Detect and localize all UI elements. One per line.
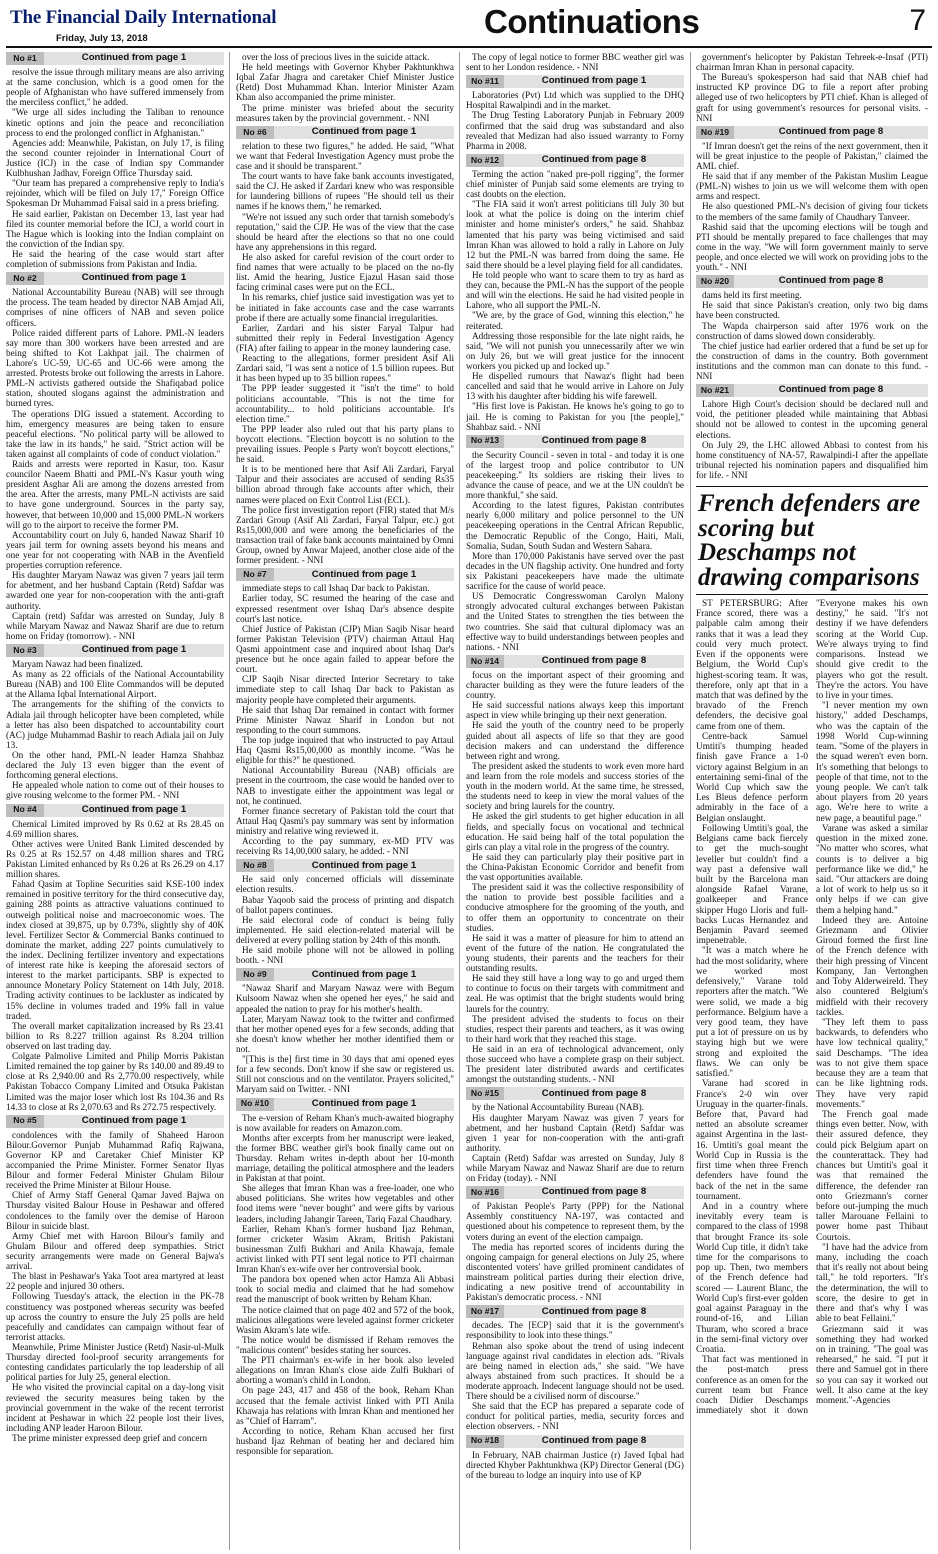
- continuation-label: Continued from page 8: [541, 434, 647, 446]
- feature-article: [696, 486, 928, 1417]
- article-paragraph: Rashid said that the upcoming elections will be tough and PTI should be mentally prepared to face challenges that may come in the way. "We will form government mainly to serve people, and once elected we will work on providing jobs to the youth." - NNI: [696, 221, 928, 273]
- article-paragraph: The court wants to have fake bank accounts investigated, said the CJ. He asked if Zardari knew who was responsible for laundering billions of rupees "He should tell us their names if he knows them," he remarked.: [236, 171, 454, 212]
- continuation-label: Continued from page 1: [81, 1114, 187, 1126]
- article-paragraph: He said that Ishaq Dar remained in contact with former Prime Minister Nawaz Sharif in London but not responding to the court summons.: [236, 704, 454, 735]
- continued-article: [696, 384, 928, 480]
- continuation-label: Continued from page 8: [541, 1087, 647, 1099]
- column-3: [466, 52, 684, 1550]
- article-paragraph: Following Tuesday's attack, the election in the PK-78 constituency was postponed whereas security was beefed up across the country to ensure the July 25 polls are held peacefully and candidates can campaign without fear of terrorist attacks.: [6, 1291, 224, 1342]
- continuation-label: Continued from page 8: [541, 1305, 647, 1317]
- continuation-header: [6, 644, 224, 657]
- feature-paragraph: Varane was asked a similar question in the mixed zone. "No matter who scores, what counts is to deliver a big performance like we did," he said. "Our attackers are doing a lot of work to help us so it only helps if we can give them a helping hand.": [816, 823, 928, 916]
- article-paragraph: On the other hand, PML-N leader Hamza Shahbaz declared the July 13 even bigger than the event of forthcoming general elections.: [6, 750, 224, 781]
- continued-article: [466, 435, 684, 652]
- article-paragraph: The president said it was the collective responsibility of the nation to provide best possible facilities and a conducive atmosphere for the grooming of the youth, and to offer them an opportunity to concentrate on their studies.: [466, 882, 684, 933]
- continuation-header: [236, 126, 454, 139]
- feature-paragraph: "They left them to pass backwards, to defenders who have low technical quality," said Deschamps. "The idea was to not give them space because they are a team that can be like lightning rods. They have very rapid movements.": [816, 1018, 928, 1110]
- article-paragraph: In February, NAB chairman Justice (r) Javed Iqbal had directed Khyber Pakhtunkhwa (KP) Director General (DG) of the bureau to lodge an inquiry into use of KP: [466, 1449, 684, 1480]
- continuation-label: Continued from page 1: [541, 75, 647, 87]
- continuation-label: Continued from page 1: [311, 568, 417, 580]
- continuation-header: [6, 804, 224, 817]
- continuation-label: Continued from page 8: [541, 154, 647, 166]
- continued-article: [696, 275, 928, 381]
- continuation-header: [6, 272, 224, 285]
- section-title: Continuations: [484, 3, 700, 40]
- article-paragraph: The overall market capitalization increased by Rs 23.41 billion to Rs 8.227 trillion against Rs 8.204 trillion observed on last trading day.: [6, 1020, 224, 1051]
- continuation-number: No #1: [6, 52, 44, 65]
- article-paragraph: Earlier, Reham Khan's former husband Ijaz Rehman, former cricketer Wasim Akram, British Pakistani businessman Zulfi Bukhari and Anila Khawaja, female activist linked with PTI sent legal notice to PTI chairman Imran Khan's ex-wife over her controversial book.: [236, 1223, 454, 1275]
- article-paragraph: Earlier today, SC resumed the hearing of the case and expressed resentment over Ishaq Dar's absence despite court's last notice.: [236, 593, 454, 624]
- continuation-number: No #11: [466, 75, 504, 88]
- column-1: [6, 52, 224, 1550]
- article-paragraph: Accountability court on July 6, handed Nawaz Sharif 10 years jail term for owning assets beyond his means and one year for not cooperating with NAB in the Avenfield properties corruption reference.: [6, 529, 224, 571]
- article-paragraph: The president asked the students to work even more hard and learn from the role models and success stories of the youth in the modern world. At the same time, he stressed, the students need to keep in view the moral values of the society and bring laurels for the country.: [466, 760, 684, 812]
- article-paragraph: It is to be mentioned here that Asif Ali Zardari, Faryal Talpur and their associates are accused of sending Rs35 billion abroad through fake accounts after which, their names were placed on Exit Control List (ECL).: [236, 464, 454, 505]
- article-paragraph: In his remarks, chief justice said investigation was yet to be initiated in fake accounts case and the case warrants probe if there are actually some financial irregularities.: [236, 292, 454, 323]
- continuation-header: [236, 1098, 454, 1111]
- masthead-rule: [6, 46, 932, 48]
- article-paragraph: resolve the issue through military means are also arriving at the same conclusion, which is a good omen for the people of Afghanistan who have suffered immensely from the merciless conflict," he added.: [6, 67, 224, 108]
- article-paragraph: The pandora box opened when actor Hamza Ali Abbasi took to social media and claimed that he had somehow read the manuscript of book written by Reham Khan.: [236, 1274, 454, 1305]
- continuation-number: No #14: [466, 655, 504, 668]
- article-paragraph: He told people who want to scare them to try as hard as they can, because the PML-N has the support of the people and will win the elections. He said he had visited people in Lahore, who all support the PML-N.: [466, 269, 684, 311]
- continued-article: [466, 1435, 684, 1480]
- continuation-number: No #6: [236, 126, 274, 139]
- continued-article: [236, 859, 454, 965]
- continuation-label: Continued from page 1: [311, 968, 417, 980]
- page-number: 7: [909, 4, 926, 37]
- article-paragraph: His daughter Maryam Nawaz was given 7 years jail term for abetment, and her husband Captain (Retd) Safdar was awarded one year for non-cooperation with the anti-graft authority.: [6, 570, 224, 611]
- article-paragraph: "The FIA said it won't arrest politicians till July 30 but look at what the police is doing on the interim chief minister and home minister's orders," he said. Shahbaz lamented that his party was being victimised and said Imran Khan was allowed to hold a rally in Lahore on July 12 but the PML-N was barred from doing the same. He said there should be a level playing field for all candidates.: [466, 199, 684, 270]
- article-paragraph: "If Imran doesn't get the reins of the next government, then it will be great injustice to the people of Pakistan," claimed the AML chief.: [696, 140, 928, 171]
- continuation-label: Continued from page 1: [311, 1097, 417, 1109]
- article-paragraph: "His first love is Pakistan. He knows he's going to go to jail. He is coming to Pakistan for you [the people]," Shahbaz said. - NNI: [466, 401, 684, 432]
- article-paragraph: The prime minister was briefed about the security measures taken by the provincial government. - NNI: [236, 102, 454, 123]
- article-paragraph: CJP Saqib Nisar directed Interior Secretary to take immediate step to call Ishaq Dar back to Pakistan as majority people have completed their arguments.: [236, 674, 454, 705]
- article-paragraph: US Democratic Congresswoman Carolyn Malony strongly advocated cultural exchanges between Pakistan and the United States to strengthen the ties between the two countries. She said that cultural diplomacy was an effective way to build understandings between peoples and nations. - NNI: [466, 591, 684, 652]
- feature-paragraph: That fact was mentioned in the post-match press conference as an omen for the current team but France coach Didier Deschamps immediately shot it down "Everyone makes his own destiny," he said. "It's not destiny if we have defenders scoring at the World Cup. We're always trying to find comparisons. Instead we should give credit to the players who got the result. They're the actors. You have to live in your times.: [696, 599, 928, 1417]
- continued-article: [6, 52, 224, 269]
- feature-paragraph: "I have had the advice from many, including the coach that it's really not about being tall," he told reporters. "It's the determination, the will to score, the desire to get in there and that's why I was able to beat Fellaini.": [816, 1242, 928, 1325]
- article-paragraph: Meanwhile, Prime Minister Justice (Retd) Nasir-ul-Mulk Thursday directed fool-proof security arrangements for contesting candidates particularly the top leadership of all political parties for July 25, general election.: [6, 1342, 224, 1383]
- article-paragraph: He asked the girl students to get higher education in all fields, and specially focus on vocational and technical education. He said being half of the total population the girls can play a vital role in the progress of the country.: [466, 811, 684, 852]
- article-paragraph: He said successful nations always keep this important aspect in view while bringing up their next generation.: [466, 700, 684, 721]
- article-paragraph: Months after excerpts from her manuscript were leaked, the former BBC weather girl's book finally came out on Thursday. Reham writes in-depth about her 10-month marriage, detailing the political atmosphere and the leaders in Pakistan at that point.: [236, 1132, 454, 1184]
- feature-paragraph: Varane had scored in France's 2-0 win over Uruguay in the quarter-finals. Before that, Pavard had netted an absolute screamer against Argentina in the last-16. Umtiti's goal meant the World Cup in Russia is the first time when three French defenders have found the back of the net in the same tournament.: [696, 1079, 808, 1202]
- continued-article: [236, 1098, 454, 1457]
- article-paragraph: He said they still have a long way to go and urged them to continue to focus on their targets with commitment and zeal. He was optimist that the bright students would bring laurels for the country.: [466, 973, 684, 1014]
- article-paragraph: He said it was a matter of pleasure for him to attend an event of the future of the nation. He congratulated the young students, their parents and the teachers for their outstanding results.: [466, 932, 684, 974]
- continuation-header: [6, 1115, 224, 1128]
- article-paragraph: Addressing those responsible for the late night raids, he said, "We will not punish you unnecessarily after we win on July 26, but we will great justice for the innocent workers you picked up and locked up.": [466, 330, 684, 371]
- article-paragraph: Reacting to the allegations, former president Asif Ali Zardari said, "I was sent a notice of 1.5 billion rupees. But it has been hyped up to 35 billion rupees.": [236, 353, 454, 384]
- continuation-header: [696, 275, 928, 288]
- continued-article: [236, 968, 454, 1094]
- article-paragraph: The prime minister expressed deep grief and concern: [12, 1433, 208, 1443]
- continued-article: [6, 272, 224, 641]
- article-paragraph: More than 170,000 Pakistanis have served over the past decades in the UN flagship activity. One hundred and forty six Pakistani peacekeepers have made the ultimate sacrifice for the cause of world peace.: [466, 550, 684, 592]
- continued-article: [6, 1115, 224, 1443]
- article-paragraph: He also asked for careful revision of the court order to find names that were actually to be placed on the no-fly list. Amid the hearing, Justice Ejazul Hasan said those facing criminal cases were put on the ECL.: [236, 251, 454, 293]
- article-paragraph: He appealed whole nation to come out of their houses to give rousing welcome to the former PM. - NNI: [6, 780, 224, 801]
- continuation-header: [466, 655, 684, 668]
- article-paragraph: The Bureau's spokesperson had said that NAB chief had instructed KP province DG to file a report after probing alleged use of two helicopters by PTI chief. Khan is alleged of graft for using government's resources for personal visits. -NNI: [696, 72, 928, 123]
- article-paragraph: Later, Maryam Nawaz took to the twitter and confirmed that her mother opened eyes for a few seconds, adding that she doesn't know whether her mother identified them or not.: [236, 1013, 454, 1054]
- article-paragraph: government's helicopter by Pakistan Tehreek-e-Insaf (PTI) chairman Imran Khan in personal capacity.: [696, 52, 928, 73]
- article-paragraph: The notice would be dismissed if Reham removes the "malicious content" besides stating her sources.: [236, 1334, 454, 1356]
- article-paragraph: dams held its first meeting.: [702, 290, 802, 301]
- article-paragraph: Chemical Limited improved by Rs 0.62 at Rs 28.45 on 4.69 million shares.: [6, 818, 224, 839]
- feature-paragraph: ST PETERSBURG: After France scored, there was a palpable calm among their ranks that it was a lead they could very much protect. Even if the opponents were Belgium, the World Cup's highest-scoring team. It was, therefore, only apt that in a match that was defined by the bravado of the French defenders, the decisive goal came from one of them.: [696, 599, 808, 732]
- article-paragraph: Captain (retd) Safdar was arrested on Sunday, July 8 while Maryam Nawaz and Nawaz Sharif are due to return home on Friday (tomorrow). - NNI: [6, 610, 224, 641]
- feature-paragraph: "It was a match where he had the most solidarity, where we worked most defensively," Varane told reporters after the match. "We were solid, we made a big performance. Belgium have a very good team, they have put a lot of pressure on us by staying high but we were strong and exploited the flaws. We can only be satisfied.": [696, 946, 808, 1080]
- column-4: [696, 52, 928, 1550]
- article-paragraph: Former finance secretary of Pakistan told the court that Attaul Haq Qasmi's pay summary was sent by information ministry and relative wing reviewed it.: [236, 805, 454, 836]
- article-paragraph: Chief Justice of Pakistan (CJP) Mian Saqib Nisar heard former Pakistan Television (PTV) chairman Attaul Haq Qasmi appointment case and inquired about Ishaq Dar's presence but he once again failed to appear before the court.: [236, 623, 454, 675]
- article-paragraph: Colgate Palmolive Limited and Philip Morris Pakistan Limited remained the top gainer by Rs 140.00 and 89.49 to close at Rs 2,940.00 and Rs 2,770.00 respectively, while Pakistan Tobacco Company Limited and Otsuka Pakistan Limited was the major loser which lost Rs 104.36 and Rs 14.33 to close at Rs 2,070.63 and Rs 272.75 respectively.: [6, 1051, 224, 1112]
- article-paragraph: The PTI chairman's ex-wife in her book also leveled allegations on Imran Khan's close aide Zulfi Bukhari of aborting a woman's child in London.: [236, 1355, 454, 1386]
- article-paragraph: The president advised the students to focus on their studies, respect their parents and teachers, as it was owing to their hard work that they reached this stage.: [466, 1013, 684, 1044]
- article-paragraph: He said the hearing of the case would start after completion of submissions from Pakistan and India.: [6, 248, 224, 270]
- article-paragraph: He also questioned PML-N's decision of giving four tickets to the members of the same family of Chaudhary Tanveer.: [696, 201, 928, 222]
- article-paragraph: over the loss of precious lives in the suicide attack.: [242, 52, 430, 62]
- feature-paragraph: Following Umtiti's goal, the Belgians came back fiercely to get the much-sought leveller but couldn't find a way past a defensive wall built by the Barcelona man alongside Rafael Varane, goalkeeper and France skipper Hugo Lloris and full-backs Lucas Hernandez and Benjamin Pavard seemed impenetrable.: [696, 823, 808, 947]
- article-paragraph: According to notice, Reham Khan accused her first husband Ijaz Rehman of beating her and declared him responsible for separation.: [236, 1425, 454, 1457]
- article-paragraph: He said earlier, Pakistan on December 13, last year had filed its counter memorial before the ICJ, a world court in The Hague which is looking into the Indian complaint on the conviction of the Indian spy.: [6, 208, 224, 249]
- continuation-label: Continued from page 1: [81, 52, 187, 64]
- continuation-number: No #3: [6, 644, 44, 657]
- continuation-header: [696, 384, 928, 397]
- continued-article: [696, 52, 928, 123]
- continued-article: [236, 568, 454, 856]
- continuation-number: No #19: [696, 126, 734, 139]
- article-paragraph: He said mobile phone will not be allowed in polling booth. - NNI: [236, 945, 454, 966]
- article-paragraph: focus on the important aspect of their grooming and character building as they were the future leaders of the country.: [466, 669, 684, 701]
- continued-article: [6, 804, 224, 1112]
- continuation-label: Continued from page 8: [541, 1186, 647, 1198]
- continued-article: [6, 644, 224, 801]
- article-paragraph: The copy of legal notice to former BBC weather girl was sent to her London residence. - NNI: [466, 52, 684, 73]
- article-paragraph: The media has reported scores of incidents during the ongoing campaign for general elections on July 25, where discontented voters' have grilled prominent candidates of mainstream political parties during their election drive, indicating a new positive trend of accountability in Pakistan's democratic process. - NNI: [466, 1241, 684, 1303]
- article-paragraph: He said that since Pakistan's creation, only two big dams have been constructed.: [696, 300, 928, 321]
- article-paragraph: Army Chief met with Haroon Bilour's family and Ghulam Bilour and offered deep sympathies. Strict security arrangements were made on General Bajwa's arrival.: [6, 1230, 224, 1272]
- continued-article: [236, 52, 454, 123]
- article-paragraph: The Drug Testing Laboratory Punjab in February 2009 confirmed that the said drug was substandard and also revealed that Medizan had also issued warranty to Forny Pharma in 2008.: [466, 110, 684, 151]
- continuation-label: Continued from page 8: [541, 1434, 647, 1446]
- article-paragraph: The PPP leader suggested it "isn't the time" to hold politicians accountable. "This is not the time for accountability... to hold politicians accountable. It's election time.": [236, 383, 454, 424]
- article-paragraph: Earlier, Zardari and his sister Faryal Talpur had submitted their reply in Federal Investigation Agency (FIA) after failing to appear in the money laundering case.: [236, 322, 454, 353]
- continued-article: [466, 655, 684, 1084]
- continuation-number: No #15: [466, 1087, 504, 1100]
- article-paragraph: The arrangements for the shifting of the convicts to Adiala jail through helicopter have been completed, while a letter has also been dispatched to accountability court (AC) judge Muhammad Bashir to reach Adiala jail on July 13.: [6, 699, 224, 750]
- article-paragraph: "[This is the] first time in 30 days that ami opened eyes for a few seconds. Don't know if she saw or registered us. Still not conscious and on the ventilator. Prayers solicited," Maryam said on Twitter. - NNI: [236, 1054, 454, 1095]
- continuation-header: [466, 1087, 684, 1100]
- article-paragraph: Maryam Nawaz had been finalized.: [12, 659, 143, 670]
- continuation-label: Continued from page 8: [778, 384, 884, 396]
- continuation-number: No #18: [466, 1435, 504, 1448]
- article-paragraph: On July 29, the LHC allowed Abbasi to contest from his home constituency of NA-57, Rawalpindi-I after the appellate tribunal rejected his nomination papers and disqualified him for life. - NNI: [696, 439, 928, 480]
- newspaper-name: The Financial Daily International: [10, 7, 277, 28]
- continuation-number: No #12: [466, 154, 504, 167]
- continued-article: [466, 154, 684, 432]
- article-paragraph: Laboratories (Pvt) Ltd which was supplied to the DHQ Hospital Rawalpindi and in the market.: [466, 90, 684, 111]
- article-paragraph: by the National Accountability Bureau (NAB).: [472, 1102, 644, 1113]
- article-paragraph: The police first investigation report (FIR) stated that M/s Zardari Group (Asif Ali Zardari, Faryal Talpur, etc.) got Rs15,000,000 and were among the beneficiaries of the transaction trail of fake bank accounts maintained by Omni Group, owned by Anwar Majeed, another close aide of the former president. - NNI: [236, 504, 454, 566]
- article-paragraph: the Security Council - seven in total - and today it is one of the largest troop and police contributor to UN peacekeeping." Its soldiers are risking their lives to advance the cause of peace, and we at the UN couldn't be more thankful," she said.: [466, 449, 684, 501]
- column-2: [236, 52, 454, 1550]
- article-paragraph: On page 243, 417 and 458 of the book, Reham Khan accused that the female activist linked with PTI Anila Khawaja has relations with Imran Khan and mentioned her as "Chief of Harram".: [236, 1385, 454, 1426]
- continuation-number: No #8: [236, 859, 274, 872]
- article-paragraph: Terming the action "naked pre-poll rigging", the former chief minister of Punjab said some elements are trying to cast doubts on the election.: [466, 168, 684, 200]
- column-divider: [229, 52, 230, 1550]
- continuation-header: [466, 1186, 684, 1199]
- article-paragraph: He who visited the provincial capital on a day-long visit reviewed the security measures being taken by the provincial government in the wake of the recent terrorist incident at Peshawar in which 22 people lost their lives, including ANP leader Haroon Bilour.: [6, 1382, 224, 1433]
- continuation-label: Continued from page 1: [311, 125, 417, 137]
- article-paragraph: Fahad Qasim at Topline Securities said KSE-100 index remained in positive territory for the third consecutive day, gaining 288 points as attractive valuations continued to outweigh political noise and macroeconomic woes. The index closed at 39,875, up by 0.73%, slightly shy of 40K level. Fertilizer Sector & Commercial Banks continued to dominate the market, adding 227 points cumulatively to the index. Declining fertilizer inventory and expectations of interest rate hike is keeping the aforesaid sectors of interest to the market participants. SBP is expected to announce Monetary Policy Statement on 14th July, 2018. Trading activity continues to be lackluster as indicated by 15% decline in volumes traded and 19% fall in value traded.: [6, 879, 224, 1021]
- continuation-number: No #17: [466, 1305, 504, 1318]
- feature-paragraph: Griezmann said it was something they had worked on in training. "The goal was rehearsed," he said. "I put it there and Samuel got in there so you can say it worked out well. It also came at the key moment."-Agencies: [816, 1324, 928, 1407]
- issue-date: Friday, July 13, 2018: [56, 33, 148, 44]
- column-divider: [690, 52, 691, 1550]
- article-paragraph: He said electoral code of conduct is being fully implemented. He said election-related material will be delivered at every polling station by 24th of this month.: [236, 914, 454, 945]
- article-paragraph: Lahore High Court's decision should be declared null and void, the petitioner pleaded while maintaining that Abbasi should not be allowed to contest in the upcoming general elections.: [696, 399, 928, 440]
- article-paragraph: His daughter Maryam Nawaz was given 7 years for abetment, and her husband Captain (Retd) Safdar was given 1 year for non-cooperation with the anti-graft authority.: [466, 1112, 684, 1153]
- article-paragraph: decades. The [ECP] said that it is the government's responsibility to look into these things.": [466, 1320, 684, 1341]
- article-paragraph: "Our team has prepared a comprehensive reply to India's rejoinder, which will be filed on July 17," Foreign Office Spokesman Dr Muhammad Faisal said in a press briefing.: [6, 178, 224, 209]
- article-paragraph: According to the latest figures, Pakistan contributes nearly 6,000 military and police personnel to the UN peacekeeping operations in the Central African Republic, the Democratic Republic of the Congo, Haiti, Mali, Somalia, Sudan, South Sudan and Western Sahara.: [466, 500, 684, 551]
- article-paragraph: Babar Yaqoob said the process of printing and dispatch of ballot papers continues.: [236, 894, 454, 915]
- feature-paragraph: The French goal made things even better. Now, with their assured defence, they could pick Belgium apart on the counterattack. They had chances but Umtiti's goal it was that remained the difference, the defender ran onto Griezmann's corner before out-jumping the much taller Marouane Fellaini to power home past Thibaut Courtois.: [816, 1109, 928, 1243]
- article-paragraph: As many as 22 officials of the National Accountability Bureau (NAB) and 100 Elite Commandos will be deputed at the Allama Iqbal International Airport.: [6, 669, 224, 700]
- feature-paragraph: And in a country where inevitably every team is compared to the class of 1998 that brought France its sole World Cup title, it didn't take time for the comparisons to pop up. Then, two members of the French defence had scored — Laurent Blanc, the World Cup's first-ever golden goal against Paraguay in the round-of-16, and Lilian Thuram, who scored a brace in the semi-final victory over Croatia.: [696, 1201, 808, 1356]
- continuation-number: No #4: [6, 804, 44, 817]
- continued-article: [466, 1305, 684, 1431]
- continuation-label: Continued from page 8: [778, 275, 884, 287]
- article-paragraph: The top judge inquired that who instructed to pay Attaul Haq Qasmi Rs15,00,000 as monthly income. "Was he eligible for this?" he questioned.: [236, 735, 454, 766]
- continuation-number: No #2: [6, 272, 44, 285]
- article-paragraph: The PPP leader also ruled out that his party plans to boycott elections. "Election boycott is no solution to the prevailing issues. People s Party won't boycott elections," he said.: [236, 423, 454, 465]
- masthead: [6, 4, 932, 48]
- continued-article: [466, 75, 684, 151]
- article-paragraph: He said the youth of the country need to be properly guided about all aspects of life so that they are good decision makers and can understand the difference between right and wrong.: [466, 720, 684, 761]
- continued-article: [466, 1186, 684, 1302]
- article-paragraph: The blast in Peshawar's Yaka Toot area martyred at least 22 people and injured 30 others.: [6, 1271, 224, 1292]
- continuation-header: [466, 154, 684, 167]
- article-paragraph: He said only concerned officials will disseminate election results.: [236, 874, 454, 895]
- continuation-number: No #13: [466, 435, 504, 448]
- continuation-label: Continued from page 1: [81, 272, 187, 284]
- continuation-header: [466, 1435, 684, 1448]
- feature-paragraph: Indeed they are. Antoine Griezmann and Olivier Giroud formed the first line of the French defence with their high pressing of Vincent Kompany, Jan Vertonghen and Toby Alderweireld. They also countered Belgium's midfield with their recovery tackles.: [816, 915, 928, 1018]
- article-paragraph: He said in an era of technological advancement, only those succeed who have a complete grasp on their subject. The president later distributed awards and certificates amongst the outstanding students. - NNI: [466, 1043, 684, 1085]
- article-paragraph: Agencies add: Meanwhile, Pakistan, on July 17, is filing the second counter rejoinder in International Court of Justice (ICJ) in the case of Indian spy Commander Kulbhushan Jadhav, Foreign Office Thursday said.: [6, 137, 224, 179]
- continuation-header: [466, 435, 684, 448]
- continuation-header: [466, 75, 684, 88]
- continuation-number: No #5: [6, 1115, 44, 1128]
- article-paragraph: The operations DIG issued a statement. According to him, emergency measures are being taken to ensure peaceful elections. "No political party will be allowed to take the law in its hands," he said. "Strict action will be taken against all complaints of code of conduct violation.": [6, 408, 224, 459]
- continuation-number: No #20: [696, 275, 734, 288]
- article-paragraph: She said that the ECP has prepared a separate code of conduct for political parties, media, security forces and election observers. - NNI: [466, 1401, 684, 1432]
- article-paragraph: The notice claimed that on page 402 and 572 of the book, malicious allegations were leveled against former cricketer Wasim Akram's late wife.: [236, 1304, 454, 1335]
- article-paragraph: Raids and arrests were reported in Kasur, too. Kasur councilor Naeem Bhatti and PML-N's Kasur youth wing president Asghar Ali are among the dozens arrested from the area. After the arrests, many PML-N activists are said to have gone underground. Sources in the party say, however, that between 10,000 and 15,000 PML-N workers will go to the airport to receive the former PM.: [6, 459, 224, 530]
- continuation-label: Continued from page 1: [311, 859, 417, 871]
- article-paragraph: The Wapda chairperson said after 1976 work on the construction of dams slowed down considerably.: [696, 320, 928, 341]
- continuation-header: [236, 968, 454, 981]
- article-paragraph: relation to these two figures," he added. He said, "What we want that Federal Investigation Agency must probe the case and it should be transparent.": [236, 140, 454, 171]
- article-paragraph: Chief of Army Staff General Qamar Javed Bajwa on Thursday visited Balour House in Peshawar and offered condolences to the family over the demise of Haroon Bilour in suicide blast.: [6, 1190, 224, 1231]
- article-paragraph: He said that if any member of the Pakistan Muslim League (PML-N) wishes to join us we will welcome them with open arms and respect.: [696, 171, 928, 202]
- article-paragraph: of Pakistan People's Party (PPP) for the National Assembly constituency NA-197, was contacted and questioned about his competence to represent them, by the voters during an event of the election campaign.: [466, 1201, 684, 1242]
- article-paragraph: "Nawaz Sharif and Maryam Nawaz were with Begum Kulsoom Nawaz when she opened her eyes," he said and appealed the nation to pray for his mother's health.: [236, 983, 454, 1014]
- article-paragraph: Captain (Retd) Safdar was arrested on Sunday, July 8 while Maryam Nawaz and Nawaz Sharif are due to return on Friday (today). - NNI: [466, 1152, 684, 1184]
- article-paragraph: condolences with the family of Shaheed Haroon Bilour.Governor Punjab Muhammad Rafiq Rajwana, Governor KP and Caretaker Chief Minister KP accompanied the Prime Minister. Former Senator Ilyas Bilour and former Federal Minister Ghulam Bilour received the Prime Minister at Bilour House.: [6, 1129, 224, 1191]
- column-divider: [459, 52, 460, 1550]
- article-paragraph: He held meetings with Governor Khyber Pakhtunkhwa Iqbal Zafar Jhagra and caretaker Chief Minister Justice (Retd) Dost Muhammad Khan. Interior Minister Azam Khan also accompanied the prime minister.: [236, 62, 454, 103]
- continuation-label: Continued from page 8: [778, 125, 884, 137]
- article-paragraph: "We're not issued any such order that tarnish somebody's reputation," said the CJP. He was of the view that the case should be heard after the elections so that no one could have any apprehensions in this regard.: [236, 211, 454, 252]
- continuation-label: Continued from page 1: [81, 803, 187, 815]
- article-paragraph: Other actives were United Bank Limited descended by Rs 0.25 at Rs 152.57 on 4.48 million shares and TRG Pakistan Limited enhanced by Rs 0.26 at Rs 26.29 on 4.17 million shares.: [6, 838, 224, 880]
- article-paragraph: National Accountability Bureau (NAB) will see through the process. The team headed by director NAB Amjad Ali, comprises of nine officers of NAB and seven police officers.: [6, 287, 224, 328]
- article-paragraph: He dispelled rumours that Nawaz's flight had been cancelled and said that he would arrive in Lahore on July 13 with his daughter after bidding his wife farewell.: [466, 371, 684, 402]
- article-paragraph: According to the pay summary, ex-MD PTV was receiving Rs 14,00,000 salary, he added. - NNI: [236, 836, 454, 857]
- continuation-number: No #16: [466, 1186, 504, 1199]
- continued-article: [466, 1087, 684, 1183]
- feature-paragraph: Centre-back Samuel Umtiti's thumping headed finish gave France a 1-0 victory against Belgium in an entertaining semi-final of the World Cup which saw the Les Bleus defence perform admirably in the face of a Belgian onslaught.: [696, 731, 808, 824]
- continuation-label: Continued from page 1: [81, 644, 187, 656]
- article-paragraph: He said they can particularly play their positive part in the China-Pakistan Economic Corridor and benefit from the vast opportunities available.: [466, 851, 684, 883]
- continuation-number: No #9: [236, 968, 274, 981]
- continued-article: [466, 52, 684, 72]
- article-paragraph: The e-version of Reham Khan's much-awaited biography is now available for readers on Amazon.com.: [236, 1112, 454, 1133]
- continuation-header: [236, 568, 454, 581]
- continuation-header: [236, 859, 454, 872]
- continuation-header: [696, 126, 928, 139]
- article-paragraph: Police raided different parts of Lahore. PML-N leaders say more than 300 workers have been arrested and are being shifted to Kot Lakhpat jail. The chairmen of Lahore's UC-59, UC-65 and UC-66 were among the arrested. Protests broke out following the arrests in Lahore. PML-N activists gathered outside the Shafiqabad police station, shouted slogans against the administration and burned tyres.: [6, 327, 224, 409]
- article-paragraph: immediate steps to call Ishaq Dar back to Pakistan.: [242, 583, 430, 594]
- article-paragraph: She alleges that Imran Khan was a free-loader, one who abused politicians. She writes how vegetables and other food items were "never bought" and were gifts by various leaders, including Jahangir Tareen, Tariq Fazal Chaudhary.: [236, 1183, 454, 1224]
- article-paragraph: The chief justice had earlier ordered that a fund be set up for the construction of dams in the country. Both government institutions and the common man can donate to this fund. - NNI: [696, 340, 928, 382]
- continuation-header: [466, 1305, 684, 1318]
- feature-paragraph: "I never mention my own history," added Deschamps, who was the captain of the 1998 World Cup-winning team. "Some of the players in the squad weren't even born. It's something that belongs to people of that time, not to the young people. We can't talk about players from 20 years ago. We're here to write a new page, a beautiful page.": [816, 701, 928, 824]
- continuation-number: No #21: [696, 384, 734, 397]
- article-paragraph: "We are, by the grace of God, winning this election," he reiterated.: [466, 310, 684, 331]
- article-paragraph: National Accountability Bureau (NAB) officials are present in the courtroom, the case would be handed over to NAB to investigate either the appointment was legal or not, he continued.: [236, 765, 454, 806]
- feature-body: [696, 599, 928, 1417]
- feature-headline: French defenders are scoring but Deschamps not drawing comparisons: [696, 486, 928, 595]
- article-paragraph: "We urge all sides including the Taliban to renounce kinetic options and join the peace and reconciliation process to end the prolonged conflict in Afghanistan.": [6, 107, 224, 138]
- continuation-number: No #10: [236, 1098, 274, 1111]
- continued-article: [236, 126, 454, 566]
- article-paragraph: Rehman also spoke about the trend of using indecent language against rival candidates in election ads. "Rivals are being named in election ads," she said. "We have always abstained from such practices. It should be a moderate approach. Indecent language should not be used. There should be a civilised norm of discourse.": [466, 1340, 684, 1402]
- continued-article: [696, 126, 928, 272]
- continuation-header: [6, 52, 224, 65]
- continuation-label: Continued from page 8: [541, 655, 647, 667]
- continuation-number: No #7: [236, 568, 274, 581]
